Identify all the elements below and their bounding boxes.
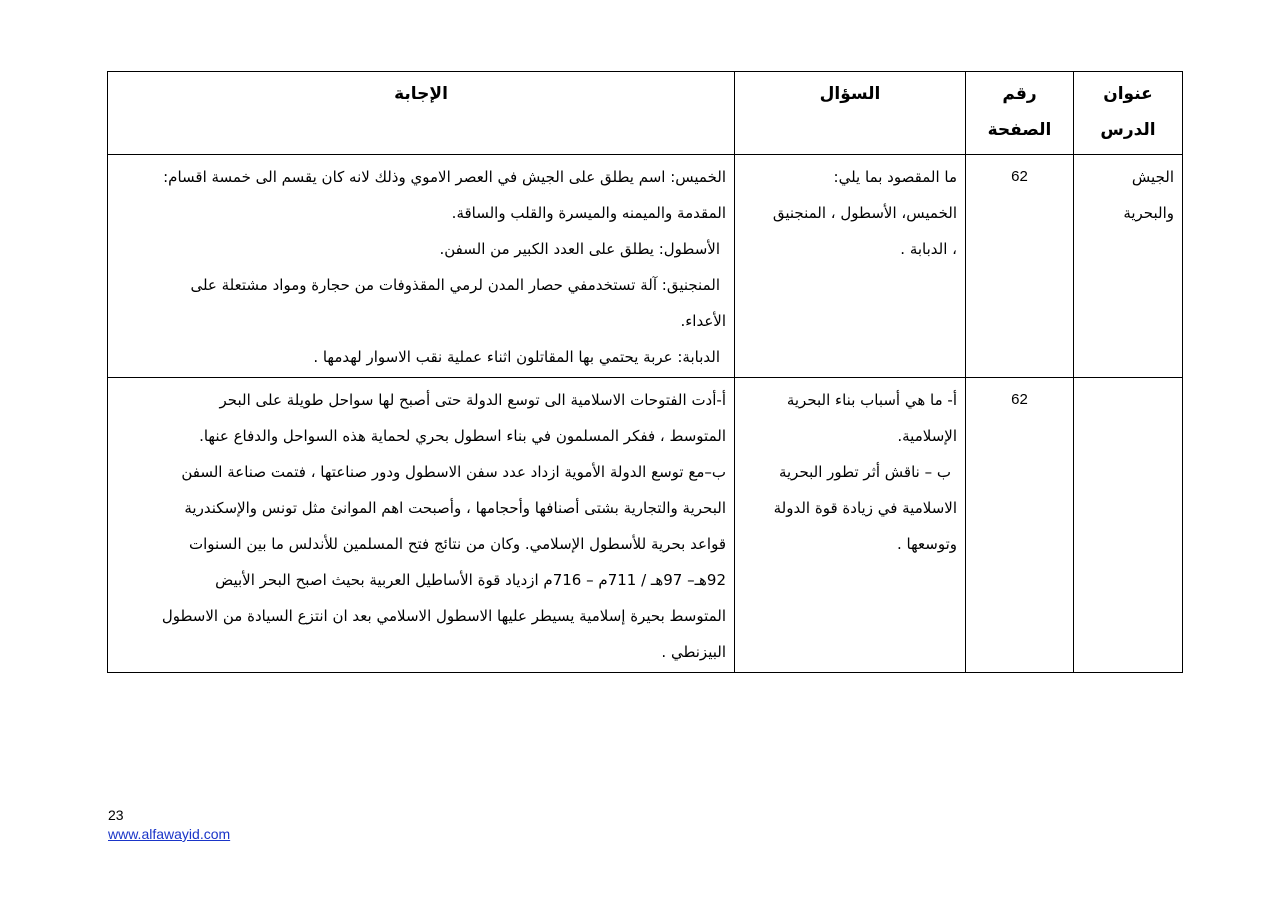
answer-line: 92هـ– 97هـ / 711م – 716م ازدياد قوة الأساطيل العربية بحيث اصبح البحر الأبيض [215,571,726,589]
table-row [108,378,1183,673]
answer-line: المتوسط ، ففكر المسلمون في بناء اسطول بحري لحماية هذه السواحل والدفاع عنها. [199,427,726,445]
answer-line: ب–مع توسع الدولة الأموية ازداد عدد سفن الاسطول ودور صناعتها ، فتمت صناعة السفن [181,463,726,481]
table-row [108,155,1183,378]
answer-line: قواعد بحرية للأسطول الإسلامي. وكان من نتائج فتح المسلمين للأندلس ما بين السنوات [188,535,726,553]
header-question: السؤال [735,72,966,155]
question-line: ما المقصود بما يلي: [833,168,957,186]
answer-line: المتوسط بحيرة إسلامية يسيطر عليها الاسطول الاسلامي بعد ان انتزع السيادة من الاسطول [161,607,726,625]
page-number-cell: 62 [966,378,1074,673]
question-cell [735,155,966,378]
page-footer [108,806,230,844]
lesson-title-cell: الجيش والبحرية [1074,155,1183,378]
header-answer: الإجابة [108,72,735,155]
header-lesson-title: عنوان الدرس [1074,72,1183,155]
lesson-title-cell [1074,378,1183,673]
answer-line: المنجنيق: آلة تستخدمفي حصار المدن لرمي المقذوفات من حجارة ومواد مشتعلة على [190,276,720,294]
answer-line: البحرية والتجارية بشتى أصنافها وأحجامها ، وأصبحت اهم الموانئ مثل تونس والإسكندرية [184,499,726,517]
answer-line: أ-أدت الفتوحات الاسلامية الى توسع الدولة حتى أصبح لها سواحل طويلة على البحر [219,391,726,409]
answer-line: الأسطول: يطلق على العدد الكبير من السفن. [439,240,720,258]
answer-cell [108,378,735,673]
question-line: أ- ما هي أسباب بناء البحرية [786,391,957,409]
question-line: الاسلامية في زيادة قوة الدولة [773,499,957,517]
question-line: وتوسعها . [897,535,957,553]
table-header-row [108,72,1183,155]
answer-line: الدبابة: عربة يحتمي بها المقاتلون اثناء عملية نقب الاسوار لهدمها . [313,348,720,366]
page-number-cell: 62 [966,155,1074,378]
question-line: ب – ناقش أثر تطور البحرية [778,463,951,481]
answer-line: الخميس: اسم يطلق على الجيش في العصر الاموي وذلك لانه كان يقسم الى خمسة اقسام: [163,168,726,186]
website-link[interactable]: www.alfawayid.com [108,826,231,842]
question-line: الخميس، الأسطول ، المنجنيق [772,204,957,222]
question-cell [735,378,966,673]
question-line: ، الدبابة . [900,240,957,258]
answer-cell [108,155,735,378]
header-page-number: رقم الصفحة [966,72,1074,155]
question-line: الإسلامية. [897,427,957,445]
answer-line: المقدمة والميمنه والميسرة والقلب والساقة. [451,204,726,222]
page-number: 23 [108,807,124,823]
answer-line: البيزنطي . [661,643,726,661]
answer-line: الأعداء. [680,312,726,330]
lessons-table [107,71,1183,673]
